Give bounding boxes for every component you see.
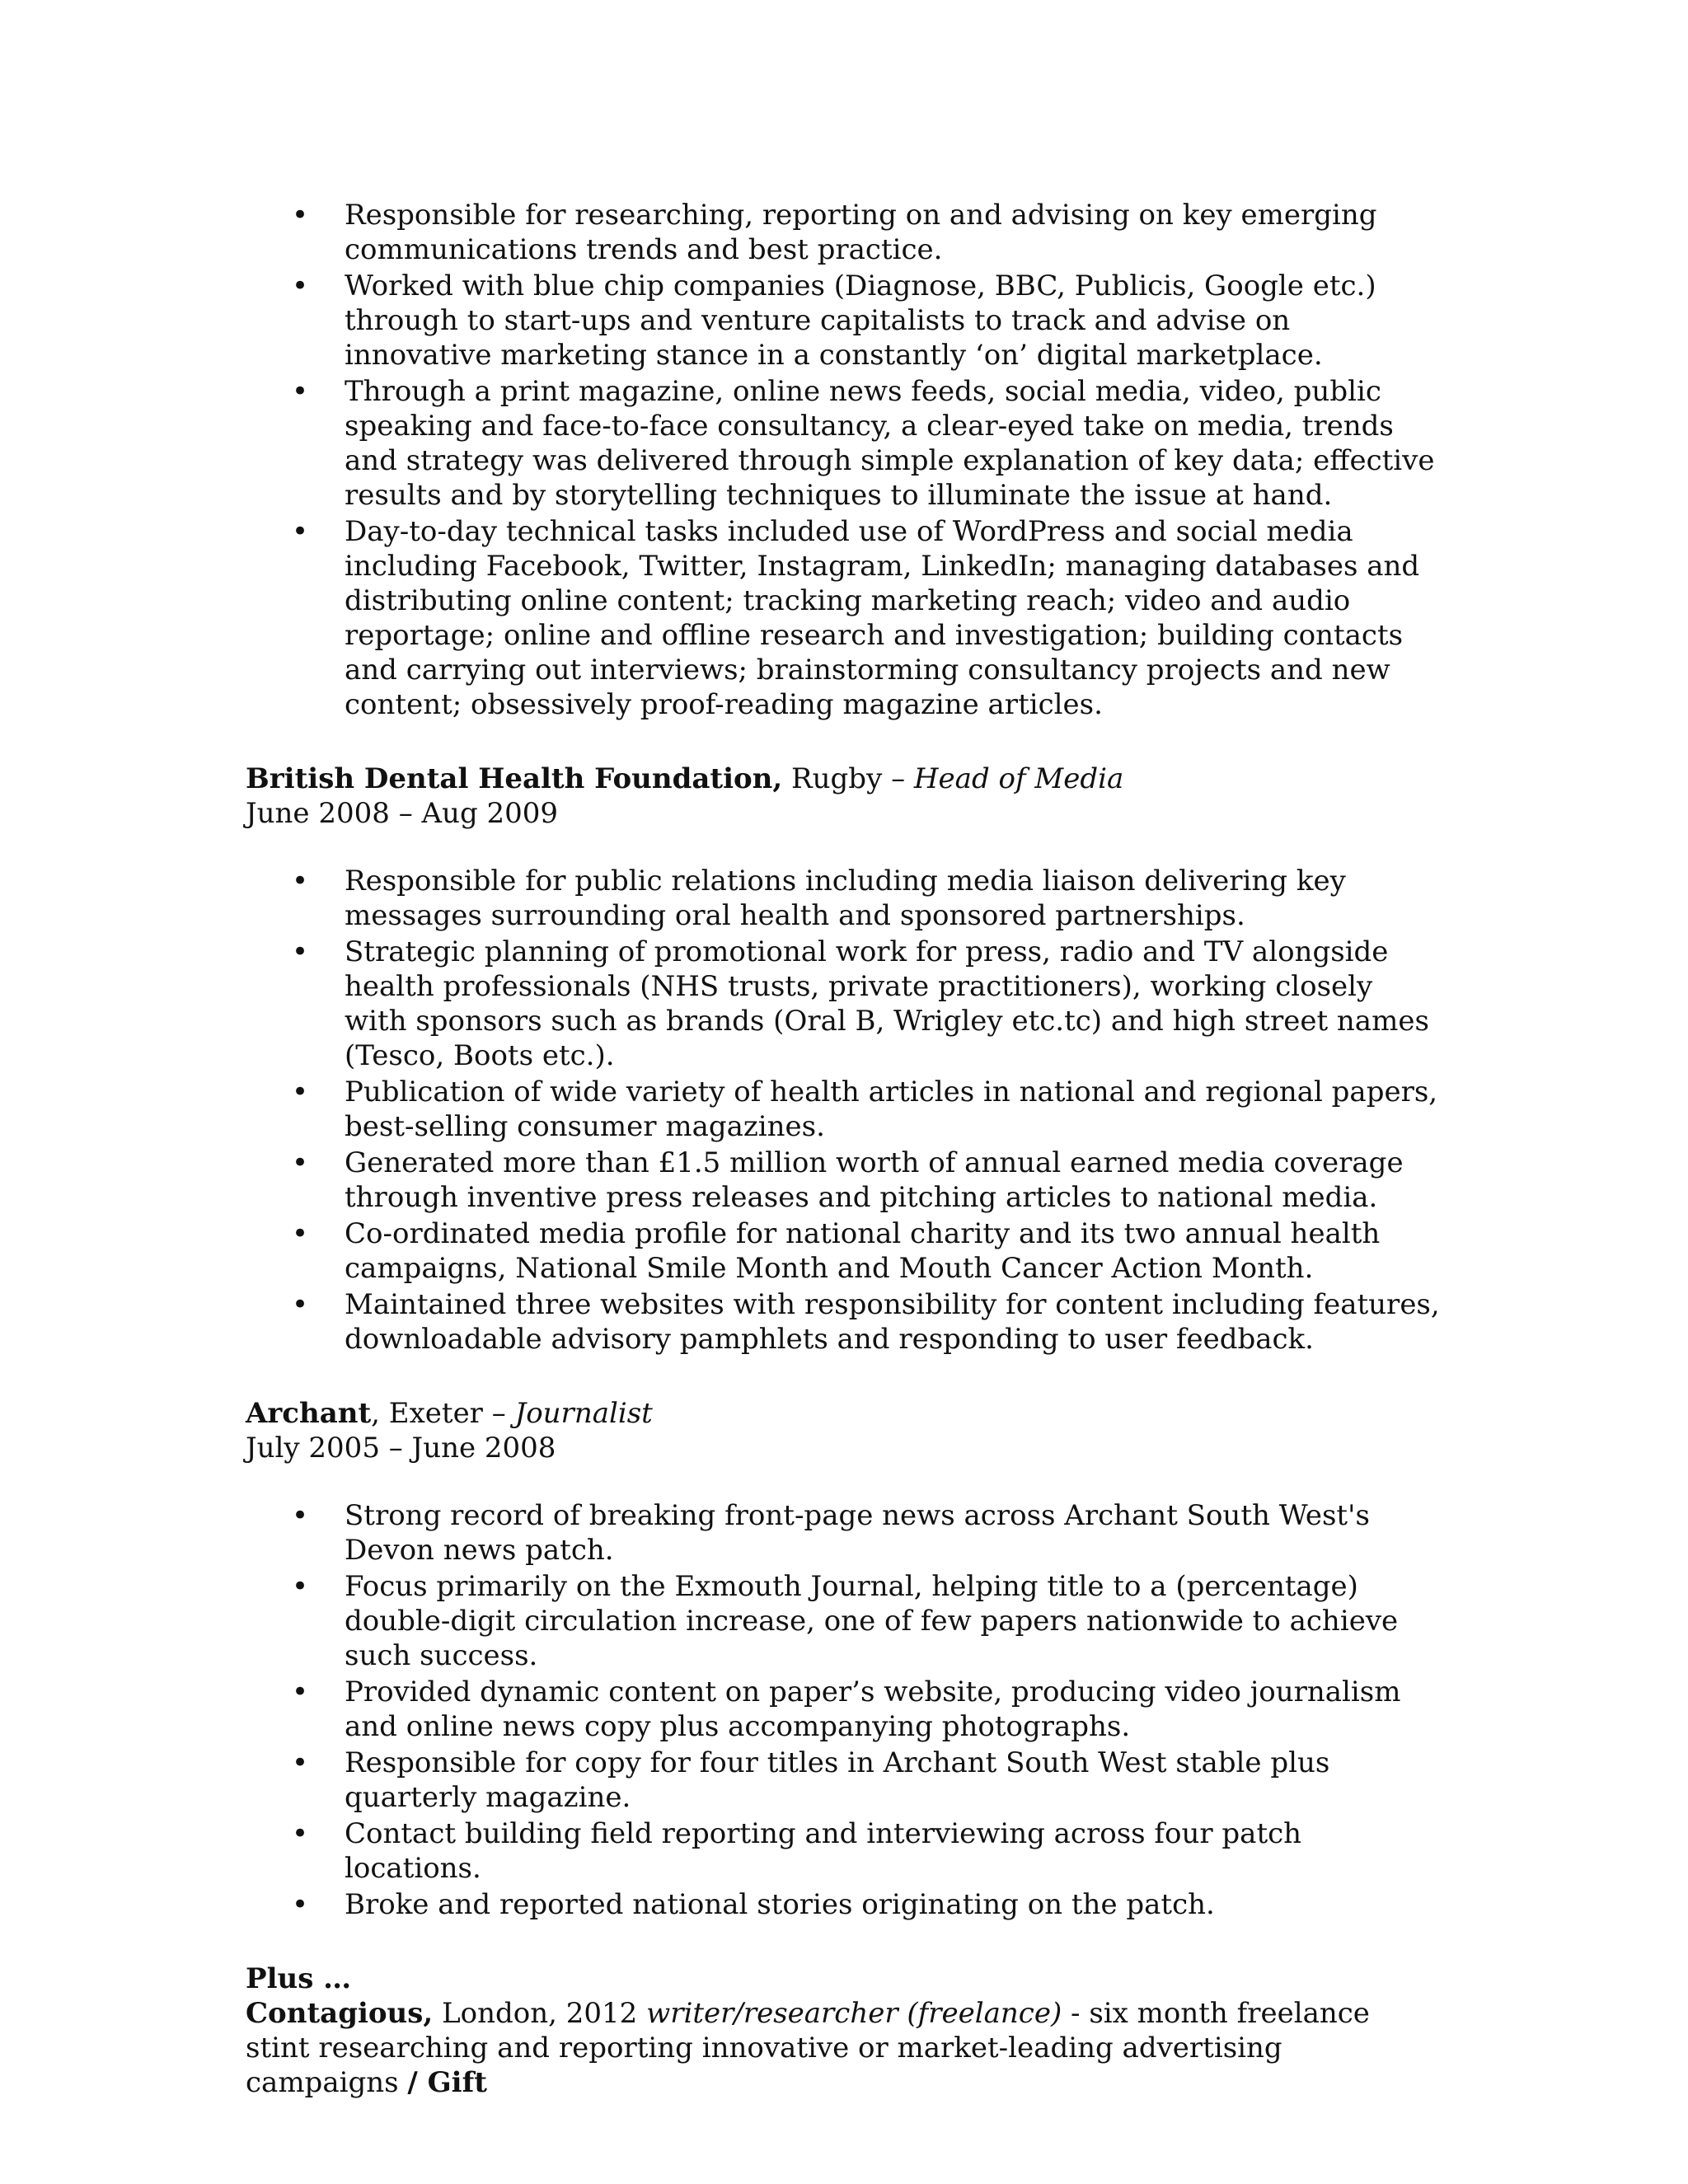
bdhf-bullets: [246, 864, 1441, 1357]
job-location: , Exeter –: [371, 1397, 515, 1430]
previous-role-bullets: [246, 198, 1441, 722]
job-title: Journalist: [514, 1397, 653, 1430]
plus-heading-text: Plus …: [246, 1962, 352, 1995]
list-item: • Worked with blue chip companies (Diagnose, BBC, Publicis, Google etc.) through to start-ups and venture capitalists to track and advise on innovative marketing stance in a constantly ‘on’ digital marketplace.: [246, 269, 1441, 373]
job-title: writer/researcher (freelance): [646, 1997, 1062, 2030]
job-heading-bdhf: [246, 762, 1441, 796]
archant-bullets: [246, 1498, 1441, 1922]
plus-paragraph: [246, 1996, 1441, 2100]
list-item: • Maintained three websites with responsibility for content including features, downloadable advisory pamphlets and responding to user feedback.: [246, 1287, 1441, 1357]
plus-tail: / Gift: [407, 2066, 487, 2099]
plus-heading: [246, 1961, 1441, 1996]
list-item: • Responsible for public relations including media liaison delivering key messages surrounding oral health and sponsored partnerships.: [246, 864, 1441, 933]
list-item: • Provided dynamic content on paper’s website, producing video journalism and online news copy plus accompanying photographs.: [246, 1675, 1441, 1744]
list-item: • Broke and reported national stories originating on the patch.: [246, 1887, 1441, 1922]
list-item: • Through a print magazine, online news feeds, social media, video, public speaking and face-to-face consultancy, a clear-eyed take on media, trends and strategy was delivered through simple explanation of key data; effective results and by storytelling techniques to illuminate the issue at hand.: [246, 374, 1441, 513]
list-item: • Strategic planning of promotional work for press, radio and TV alongside health professionals (NHS trusts, private practitioners), working closely with sponsors such as brands (Oral B, Wrigley etc.tc) and high street names (Tesco, Boots etc.).: [246, 935, 1441, 1073]
job-dates: June 2008 – Aug 2009: [246, 797, 559, 830]
list-item: • Publication of wide variety of health articles in national and regional papers, best-selling consumer magazines.: [246, 1075, 1441, 1144]
employer-name: Contagious,: [246, 1997, 434, 2030]
list-item: • Day-to-day technical tasks included use of WordPress and social media including Facebook, Twitter, Instagram, LinkedIn; managing databases and distributing online content; tracking marketing reach; video and audio reportage; online and offline research and investigation; building contacts and carrying out interviews; brainstorming consultancy projects and new content; obsessively proof-reading magazine articles.: [246, 514, 1441, 722]
list-item: • Responsible for researching, reporting on and advising on key emerging communications trends and best practice.: [246, 198, 1441, 267]
list-item: • Strong record of breaking front-page news across Archant South West's Devon news patch.: [246, 1498, 1441, 1568]
job-dates: July 2005 – June 2008: [246, 1432, 556, 1465]
job-heading-archant: [246, 1396, 1441, 1431]
list-item: • Responsible for copy for four titles in Archant South West stable plus quarterly magazine.: [246, 1746, 1441, 1815]
resume-content: [246, 198, 1441, 2100]
plus-description: - six month freelance stint researching and reporting innovative or market-leading advertising campaigns: [246, 1997, 1370, 2099]
list-item: • Co-ordinated media profile for national charity and its two annual health campaigns, National Smile Month and Mouth Cancer Action Month.: [246, 1216, 1441, 1286]
job-location: Rugby –: [782, 762, 914, 795]
list-item: • Generated more than £1.5 million worth of annual earned media coverage through inventive press releases and pitching articles to national media.: [246, 1146, 1441, 1215]
list-item: • Focus primarily on the Exmouth Journal, helping title to a (percentage) double-digit circulation increase, one of few papers nationwide to achieve such success.: [246, 1569, 1441, 1673]
job-title: Head of Media: [913, 762, 1124, 795]
list-item: • Contact building field reporting and interviewing across four patch locations.: [246, 1816, 1441, 1886]
employer-name: British Dental Health Foundation,: [246, 762, 783, 795]
job-location: London, 2012: [433, 1997, 647, 2030]
employer-name: Archant: [246, 1397, 372, 1430]
